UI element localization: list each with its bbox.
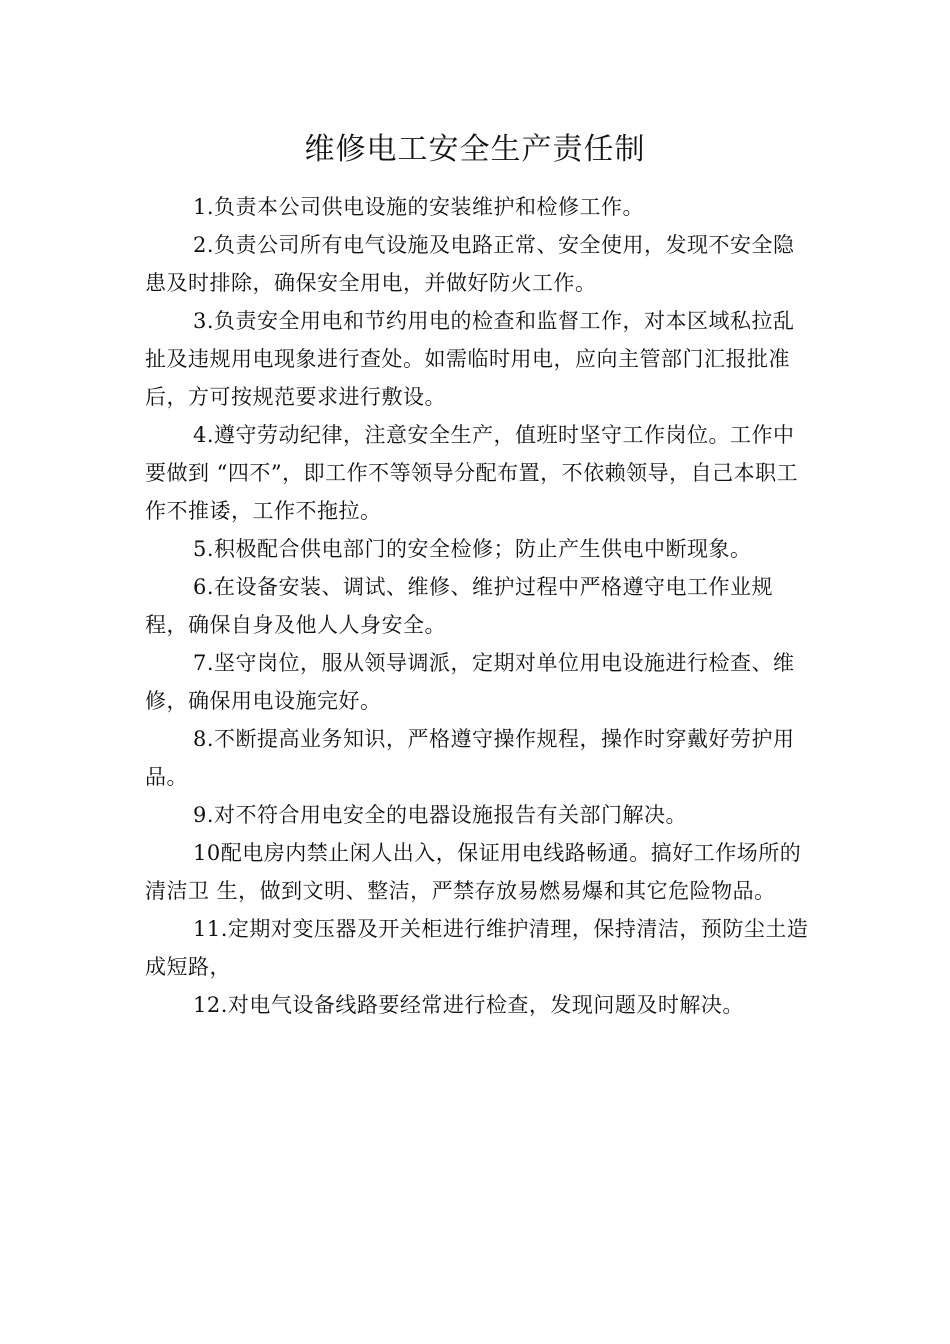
paragraph-4: 4.遵守劳动纪律，注意安全生产，值班时坚守工作岗位。工作中要做到 “四不”，即工作不等领导分配布置，不依赖领导，自己本职工作不推诿，工作不拖拉。 — [145, 423, 799, 523]
paragraph-8: 8.不断提高业务知识，严格遵守操作规程，操作时穿戴好劳护用品。 — [145, 727, 795, 789]
paragraph-6: 6.在设备安装、调试、维修、维护过程中严格遵守电工作业规程，确保自身及他人人身安全。 — [145, 575, 774, 637]
paragraph-1: 1.负责本公司供电设施的安装维护和检修工作。 — [193, 195, 645, 219]
paragraph-9: 9.对不符合用电安全的电器设施报告有关部门解决。 — [193, 803, 688, 827]
paragraph-11: 11.定期对变压器及开关柜进行维护清理，保持清洁，预防尘土造成短路， — [145, 917, 809, 979]
document-body — [145, 188, 810, 1024]
paragraph-5: 5.积极配合供电部门的安全检修；防止产生供电中断现象。 — [193, 537, 752, 561]
paragraph-7: 7.坚守岗位，服从领导调派，定期对单位用电设施进行检查、维修，确保用电设施完好。 — [145, 651, 795, 713]
paragraph-12: 12.对电气设备线路要经常进行检查，发现问题及时解决。 — [193, 993, 744, 1017]
paragraph-10: 10配电房内禁止闲人出入，保证用电线路畅通。搞好工作场所的清洁卫 生，做到文明、整洁，严禁存放易燃易爆和其它危险物品。 — [145, 841, 802, 903]
paragraph-3: 3.负责安全用电和节约用电的检查和监督工作，对本区域私拉乱扯及违规用电现象进行查处。如需临时用电，应向主管部门汇报批准后，方可按规范要求进行敷设。 — [145, 309, 795, 409]
document-title: 维修电工安全生产责任制 — [304, 132, 646, 167]
paragraph-2: 2.负责公司所有电气设施及电路正常、安全使用，发现不安全隐患及时排除，确保安全用电，并做好防火工作。 — [145, 233, 795, 295]
